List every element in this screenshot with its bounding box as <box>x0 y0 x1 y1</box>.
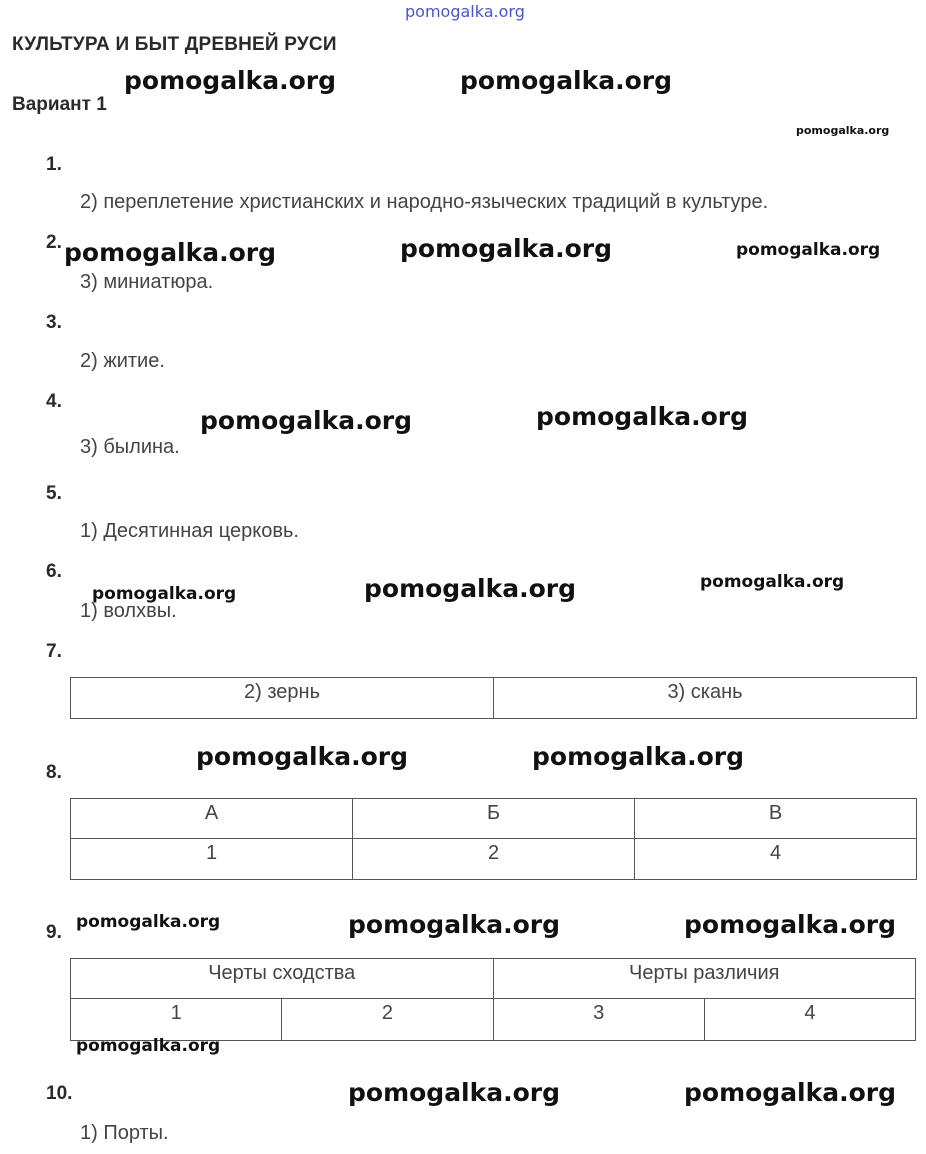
table-header-cell: Б <box>353 799 635 839</box>
watermark: pomogalka.org <box>76 912 221 932</box>
question-number-3: 3. <box>46 312 62 333</box>
watermark: pomogalka.org <box>684 910 897 939</box>
watermark: pomogalka.org <box>196 742 409 771</box>
question-number-2: 2. <box>46 232 62 253</box>
answer-5: 1) Десятинная церковь. <box>80 520 299 542</box>
variant-heading: Вариант 1 <box>12 94 107 115</box>
question-number-1: 1. <box>46 154 62 175</box>
table-cell: 2 <box>282 999 493 1041</box>
watermark: pomogalka.org <box>460 66 673 95</box>
table-cell: 1 <box>71 999 282 1041</box>
watermark: pomogalka.org <box>76 1036 221 1056</box>
watermark: pomogalka.org <box>796 124 890 137</box>
table-cell: 3) скань <box>494 678 917 719</box>
watermark: pomogalka.org <box>400 234 613 263</box>
question-9-table <box>70 958 916 1041</box>
table-cell: 4 <box>635 839 917 880</box>
question-number-7: 7. <box>46 641 62 662</box>
question-number-8: 8. <box>46 762 62 783</box>
table-cell: 2 <box>353 839 635 880</box>
question-number-6: 6. <box>46 561 62 582</box>
answer-3: 2) житие. <box>80 350 165 372</box>
question-8-table <box>70 798 917 880</box>
table-header-cell: А <box>71 799 353 839</box>
table-header-cell: Черты различия <box>493 959 916 999</box>
question-number-5: 5. <box>46 483 62 504</box>
watermark: pomogalka.org <box>700 572 845 592</box>
top-watermark-link[interactable]: pomogalka.org <box>405 2 525 21</box>
table-cell: 2) зернь <box>71 678 494 719</box>
watermark: pomogalka.org <box>364 574 577 603</box>
table-cell: 3 <box>493 999 704 1041</box>
answer-1: 2) переплетение христианских и народно-языческих традиций в культуре. <box>80 191 769 213</box>
watermark: pomogalka.org <box>124 66 337 95</box>
watermark: pomogalka.org <box>64 238 277 267</box>
table-cell: 4 <box>704 999 915 1041</box>
watermark: pomogalka.org <box>92 584 237 604</box>
watermark: pomogalka.org <box>532 742 745 771</box>
answer-4: 3) былина. <box>80 436 180 458</box>
table-cell: 1 <box>71 839 353 880</box>
watermark: pomogalka.org <box>684 1078 897 1107</box>
watermark: pomogalka.org <box>348 910 561 939</box>
watermark: pomogalka.org <box>348 1078 561 1107</box>
table-header-cell: Черты сходства <box>71 959 494 999</box>
question-number-4: 4. <box>46 391 62 412</box>
page-title: КУЛЬТУРА И БЫТ ДРЕВНЕЙ РУСИ <box>12 34 337 55</box>
table-header-cell: В <box>635 799 917 839</box>
question-7-table <box>70 677 917 719</box>
answer-2: 3) миниатюра. <box>80 271 214 293</box>
answer-6: 1) волхвы. <box>80 600 177 622</box>
question-number-10: 10. <box>46 1083 73 1104</box>
watermark: pomogalka.org <box>736 240 881 260</box>
question-number-9: 9. <box>46 922 62 943</box>
answer-10: 1) Порты. <box>80 1122 169 1144</box>
watermark: pomogalka.org <box>200 406 413 435</box>
watermark: pomogalka.org <box>536 402 749 431</box>
